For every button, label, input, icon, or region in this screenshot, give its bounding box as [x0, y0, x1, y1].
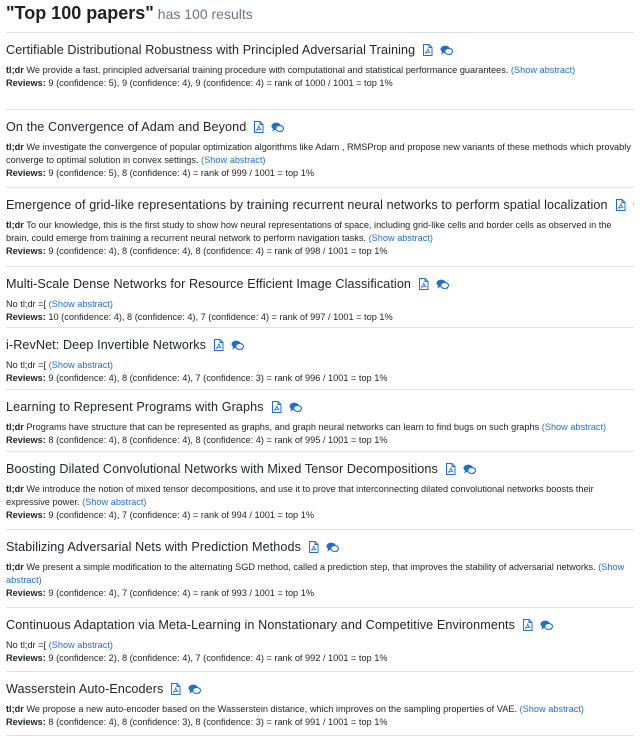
reviews-text: 8 (confidence: 4), 8 (confidence: 3), 8 (confidence: 3) = rank of 991 / 1001 = top 1% — [48, 717, 388, 727]
paper-title-link[interactable]: Wasserstein Auto-Encoders — [6, 682, 164, 696]
tldr-label: tl;dr — [6, 65, 24, 75]
show-abstract-link[interactable]: (Show abstract) — [48, 360, 113, 370]
show-abstract-link[interactable]: (Show abstract) — [519, 704, 584, 714]
show-abstract-link[interactable]: (Show abstract) — [201, 155, 266, 165]
reviews-label: Reviews: — [6, 312, 46, 322]
pdf-icon[interactable] — [308, 540, 319, 558]
pdf-icon[interactable] — [271, 400, 282, 418]
reviews-text: 9 (confidence: 2), 8 (confidence: 4), 7 (confidence: 4) = rank of 992 / 1001 = top 1% — [48, 653, 388, 663]
paper-summary — [6, 298, 634, 311]
tldr-label: tl;dr — [6, 422, 24, 432]
paper-item — [6, 452, 634, 530]
pdf-icon[interactable] — [418, 277, 429, 295]
paper-reviews — [6, 311, 634, 324]
tldr-text: To our knowledge, this is the first study to show how neural representations of space, including grid-like cells and border cells as observed in the brain, could emerge from training a recurrent neural network to perform navigation tasks. — [6, 220, 612, 243]
paper-summary — [6, 561, 634, 587]
show-abstract-link[interactable]: (Show abstract) — [541, 422, 607, 432]
paper-title-row — [6, 118, 634, 138]
reviews-label: Reviews: — [6, 717, 46, 727]
show-abstract-link[interactable]: (Show abstract) — [6, 562, 625, 585]
discussion-icon[interactable] — [540, 618, 553, 636]
tldr-label: tl;dr — [6, 484, 24, 494]
pdf-icon[interactable] — [422, 43, 433, 61]
paper-summary — [6, 421, 634, 434]
discussion-icon[interactable] — [440, 43, 453, 61]
paper-summary — [6, 219, 634, 245]
reviews-label: Reviews: — [6, 510, 46, 520]
paper-reviews — [6, 245, 634, 258]
tldr-text: We investigate the convergence of popular optimization algorithms like Adam , RMSProp and propose new variants of these methods which provably converge to optimal solution in convex settings. — [6, 142, 631, 165]
result-count: has 100 results — [157, 6, 253, 22]
paper-title-link[interactable]: i-RevNet: Deep Invertible Networks — [6, 338, 207, 352]
paper-item — [6, 33, 634, 110]
show-abstract-link[interactable]: (Show abstract) — [48, 299, 113, 309]
discussion-icon[interactable] — [633, 198, 634, 216]
reviews-label: Reviews: — [6, 168, 46, 178]
paper-reviews — [6, 434, 634, 447]
reviews-label: Reviews: — [6, 588, 46, 598]
pdf-icon[interactable] — [445, 462, 456, 480]
reviews-text: 9 (confidence: 4), 8 (confidence: 4), 7 (confidence: 3) = rank of 996 / 1001 = top 1% — [48, 373, 388, 383]
show-abstract-link[interactable]: (Show abstract) — [82, 497, 147, 507]
discussion-icon[interactable] — [463, 462, 476, 480]
paper-title-link[interactable]: Emergence of grid-like representations by training recurrent neural networks to perform spatial localization — [6, 198, 608, 212]
discussion-icon[interactable] — [326, 540, 339, 558]
results-heading — [6, 0, 634, 33]
paper-summary — [6, 64, 634, 77]
tldr-text: We introduce the notion of mixed tensor decompositions, and use it to prove that interconnecting dilated convolutional networks boosts their expressive power. — [6, 484, 594, 507]
paper-summary — [6, 483, 634, 509]
discussion-icon[interactable] — [289, 400, 302, 418]
tldr-label: tl;dr — [6, 704, 24, 714]
paper-title-link[interactable]: Learning to Represent Programs with Graphs — [6, 400, 264, 414]
no-tldr-text: No tl;dr =[ — [6, 299, 47, 309]
discussion-icon[interactable] — [231, 338, 244, 356]
tldr-label: tl;dr — [6, 142, 24, 152]
reviews-text: 9 (confidence: 4), 7 (confidence: 4) = rank of 994 / 1001 = top 1% — [48, 510, 314, 520]
paper-item — [6, 328, 634, 390]
pdf-icon[interactable] — [615, 198, 626, 216]
paper-title-row — [6, 398, 634, 418]
show-abstract-link[interactable]: (Show abstract) — [510, 65, 576, 75]
discussion-icon[interactable] — [271, 120, 284, 138]
reviews-label: Reviews: — [6, 78, 46, 88]
paper-item — [6, 672, 634, 736]
reviews-label: Reviews: — [6, 435, 46, 445]
paper-reviews — [6, 77, 634, 90]
paper-item — [6, 608, 634, 672]
paper-item — [6, 530, 634, 608]
paper-title-row — [6, 616, 634, 636]
paper-summary — [6, 639, 634, 652]
reviews-text: 9 (confidence: 5), 9 (confidence: 4), 9 (confidence: 4) = rank of 1000 / 1001 = top 1% — [48, 78, 393, 88]
paper-summary — [6, 703, 634, 716]
paper-title-row — [6, 460, 634, 480]
paper-item — [6, 390, 634, 452]
tldr-label: tl;dr — [6, 562, 24, 572]
paper-item — [6, 188, 634, 267]
paper-summary — [6, 359, 634, 372]
paper-list — [6, 33, 634, 736]
paper-title-link[interactable]: Certifiable Distributional Robustness with Principled Adversarial Training — [6, 43, 416, 57]
paper-title-row — [6, 538, 634, 558]
paper-title-link[interactable]: On the Convergence of Adam and Beyond — [6, 120, 247, 134]
show-abstract-link[interactable]: (Show abstract) — [48, 640, 113, 650]
pdf-icon[interactable] — [253, 120, 264, 138]
paper-item — [6, 110, 634, 188]
tldr-text: We provide a fast, principled adversarial training procedure with computational and statistical performance guarantees. — [26, 65, 509, 75]
paper-title-row — [6, 196, 634, 216]
reviews-label: Reviews: — [6, 653, 46, 663]
paper-title-row — [6, 680, 634, 700]
tldr-label: tl;dr — [6, 220, 24, 230]
reviews-label: Reviews: — [6, 246, 46, 256]
tldr-text: We present a simple modification to the alternating SGD method, called a prediction step, that improves the stability of adversarial networks. — [26, 562, 596, 572]
reviews-text: 9 (confidence: 5), 8 (confidence: 4) = rank of 999 / 1001 = top 1% — [48, 168, 314, 178]
search-query: "Top 100 papers" — [6, 3, 154, 23]
reviews-text: 10 (confidence: 4), 8 (confidence: 4), 7 (confidence: 4) = rank of 997 / 1001 = top 1% — [48, 312, 393, 322]
pdf-icon[interactable] — [522, 618, 533, 636]
paper-title-link[interactable]: Continuous Adaptation via Meta-Learning in Nonstationary and Competitive Environments — [6, 618, 516, 632]
discussion-icon[interactable] — [436, 277, 449, 295]
paper-reviews — [6, 587, 634, 600]
paper-title-link[interactable]: Boosting Dilated Convolutional Networks with Mixed Tensor Decompositions — [6, 462, 438, 476]
paper-title-link[interactable]: Stabilizing Adversarial Nets with Prediction Methods — [6, 540, 301, 554]
paper-reviews — [6, 509, 634, 522]
tldr-text: Programs have structure that can be represented as graphs, and graph neural networks can learn to find bugs on such graphs — [26, 422, 540, 432]
paper-title-link[interactable]: Multi-Scale Dense Networks for Resource Efficient Image Classification — [6, 277, 412, 291]
pdf-icon[interactable] — [213, 338, 224, 356]
reviews-text: 9 (confidence: 4), 7 (confidence: 4) = rank of 993 / 1001 = top 1% — [48, 588, 314, 598]
paper-reviews — [6, 372, 634, 385]
paper-reviews — [6, 716, 634, 729]
paper-title-row — [6, 275, 634, 295]
paper-reviews — [6, 167, 634, 180]
discussion-icon[interactable] — [188, 682, 201, 700]
paper-reviews — [6, 652, 634, 665]
reviews-label: Reviews: — [6, 373, 46, 383]
reviews-text: 9 (confidence: 4), 8 (confidence: 4), 8 (confidence: 4) = rank of 998 / 1001 = top 1% — [48, 246, 388, 256]
show-abstract-link[interactable]: (Show abstract) — [368, 233, 433, 243]
tldr-text: We propose a new auto-encoder based on the Wasserstein distance, which improves on the sampling properties of VAE. — [26, 704, 518, 714]
paper-title-row — [6, 336, 634, 356]
pdf-icon[interactable] — [170, 682, 181, 700]
reviews-text: 8 (confidence: 4), 8 (confidence: 4), 8 (confidence: 4) = rank of 995 / 1001 = top 1% — [48, 435, 388, 445]
paper-title-row — [6, 41, 634, 61]
no-tldr-text: No tl;dr =[ — [6, 360, 47, 370]
no-tldr-text: No tl;dr =[ — [6, 640, 47, 650]
paper-item — [6, 267, 634, 328]
paper-summary — [6, 141, 634, 167]
